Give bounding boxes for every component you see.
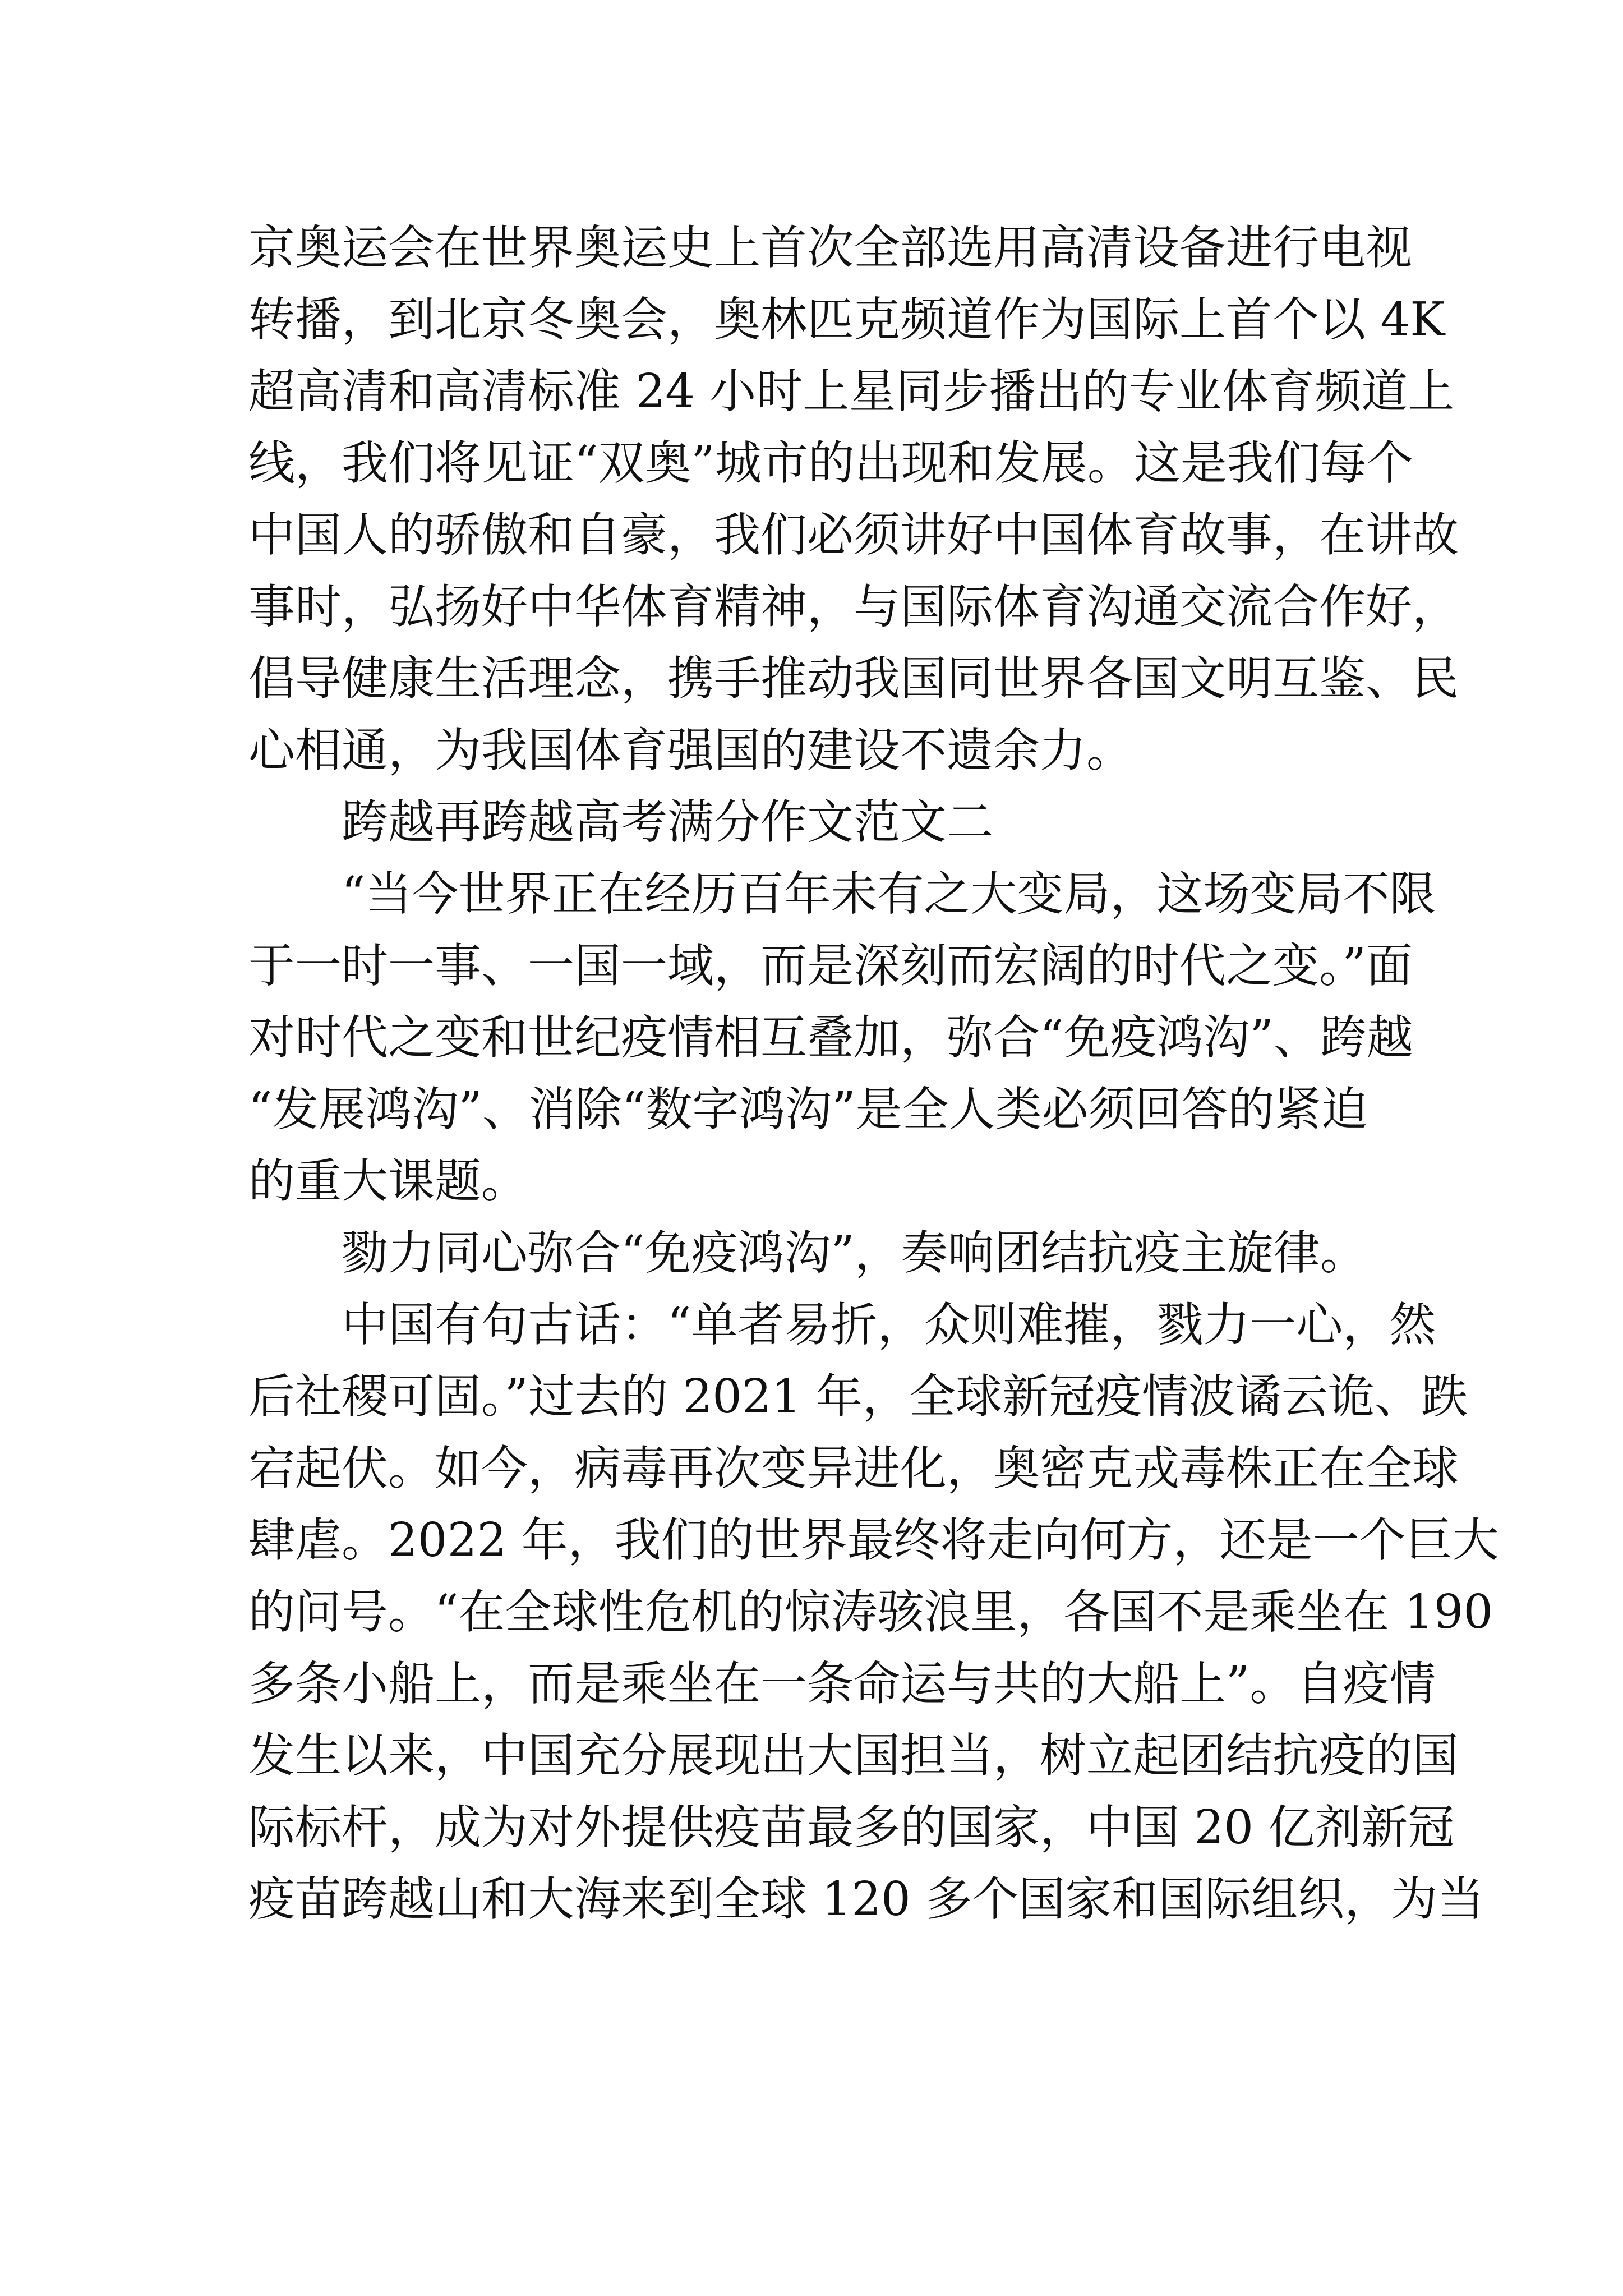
text-line: 线，我们将见证“双奥”城市的出现和发展。这是我们每个 <box>248 436 1413 490</box>
text-line: “当今世界正在经历百年未有之大变局，这场变局不限 <box>248 867 1436 921</box>
body-text <box>248 212 1499 1935</box>
section-heading: 跨越再跨越高考满分作文范文二 <box>248 795 993 849</box>
text-line: 宕起伏。如今，病毒再次变异进化，奥密克戎毒株正在全球 <box>248 1441 1459 1496</box>
text-line: 京奥运会在世界奥运史上首次全部选用高清设备进行电视 <box>248 220 1412 275</box>
text-line: 多条小船上，而是乘坐在一条命运与共的大船上”。自疫情 <box>248 1657 1436 1711</box>
text-line: 转播，到北京冬奥会，奥林匹克频道作为国际上首个以 4K <box>248 292 1445 347</box>
text-line: 倡导健康生活理念，携手推动我国同世界各国文明互鉴、民 <box>248 651 1459 706</box>
text-line: 疫苗跨越山和大海来到全球 120 多个国家和国际组织，为当 <box>248 1872 1484 1926</box>
text-line: 中国有句古话：“单者易折，众则难摧，戮力一心，然 <box>248 1297 1436 1352</box>
text-line: 的问号。“在全球性危机的惊涛骇浪里，各国不是乘坐在 190 <box>248 1585 1493 1639</box>
text-line: 后社稷可固。”过去的 2021 年，全球新冠疫情波谲云诡、跌 <box>248 1369 1468 1424</box>
text-line: “发展鸿沟”、消除“数字鸿沟”是全人类必须回答的紧迫 <box>248 1082 1368 1137</box>
text-line: 于一时一事、一国一域，而是深刻而宏阔的时代之变。”面 <box>248 938 1413 993</box>
text-line: 肆虐。2022 年，我们的世界最终将走向何方，还是一个巨大 <box>248 1513 1499 1567</box>
text-line: 事时，弘扬好中华体育精神，与国际体育沟通交流合作好， <box>248 579 1459 634</box>
text-line: 对时代之变和世纪疫情相互叠加，弥合“免疫鸿沟”、跨越 <box>248 1010 1413 1065</box>
text-line: 发生以来，中国充分展现出大国担当，树立起团结抗疫的国 <box>248 1728 1459 1783</box>
text-line: 超高清和高清标准 24 小时上星同步播出的专业体育频道上 <box>248 364 1455 418</box>
text-line: 际标杆，成为对外提供疫苗最多的国家，中国 20 亿剂新冠 <box>248 1800 1455 1855</box>
text-line: 的重大课题。 <box>248 1154 528 1208</box>
text-line: 勠力同心弥合“免疫鸿沟”，奏响团结抗疫主旋律。 <box>248 1226 1367 1280</box>
text-line: 中国人的骄傲和自豪，我们必须讲好中国体育故事，在讲故 <box>248 508 1459 562</box>
text-line: 心相通，为我国体育强国的建设不遗余力。 <box>248 723 1133 777</box>
